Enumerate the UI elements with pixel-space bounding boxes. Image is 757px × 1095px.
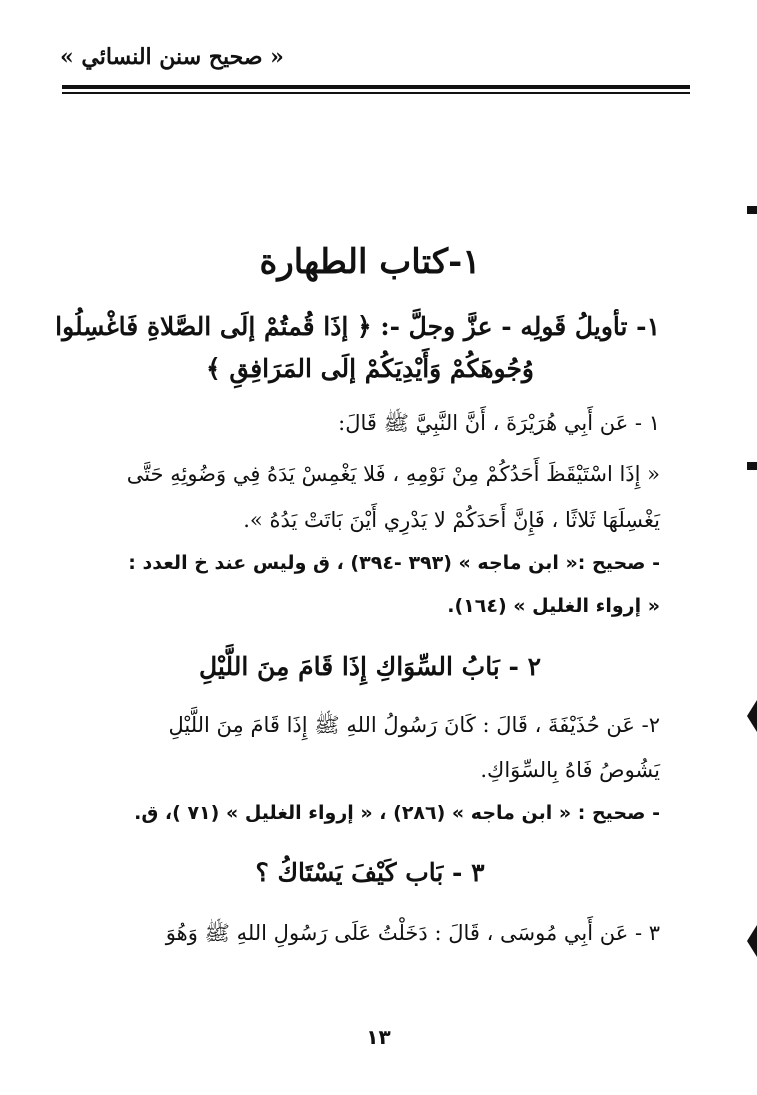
hadith-2-text-line-1: ٢- عَن حُذَيْفَةَ ، قَالَ : كَانَ رَسُولُ اللهِ ﷺ إِذَا قَامَ مِنَ اللَّيْلِ <box>168 713 660 737</box>
hadith-1-grade-line-1: - صحيح :« ابن ماجه » (٣٩٣ -٣٩٤) ، ق وليس عند خ العدد : <box>128 552 660 574</box>
page-number: ١٣ <box>366 1025 391 1049</box>
header-rule-thin <box>62 92 690 94</box>
chapter-1-heading-line-1: ١- تأويلُ قَولِه - عزَّ وجلَّ -: ﴿ إذَا قُمتُمْ إلَى الصَّلاةِ فَاغْسِلُوا <box>55 312 660 341</box>
hadith-1-grade-line-2: « إرواء الغليل » (١٦٤). <box>447 595 660 617</box>
hadith-2-text-line-2: يَشُوصُ فَاهُ بِالسِّوَاكِ. <box>480 758 660 782</box>
margin-tab-mark <box>747 206 757 214</box>
margin-tab-mark <box>747 700 757 732</box>
hadith-1-intro: ١ - عَن أَبِي هُرَيْرَةَ ، أَنَّ النَّبِيَّ ﷺ قَالَ: <box>338 411 660 435</box>
chapter-2-heading: ٢ - بَابُ السِّوَاكِ إِذَا قَامَ مِنَ اللَّيْلِ <box>199 652 541 681</box>
header-rule-thick <box>62 85 690 89</box>
chapter-1-heading-line-2: وُجُوهَكُمْ وَأَيْدِيَكُمْ إلَى المَرَافِقِ ﴾ <box>206 354 534 383</box>
hadith-3-text-line-1: ٣ - عَن أَبِي مُوسَى ، قَالَ : دَخَلْتُ عَلَى رَسُولِ اللهِ ﷺ وَهُوَ <box>165 921 660 945</box>
margin-tab-mark <box>747 462 757 470</box>
hadith-1-text-line-2: يَغْسِلَهَا ثَلاثًا ، فَإِنَّ أَحَدَكُمْ لا يَدْرِي أَيْنَ بَاتَتْ يَدُهُ ». <box>243 508 660 532</box>
book-title: ١-كتاب الطهارة <box>259 242 481 282</box>
chapter-3-heading: ٣ - بَاب كَيْفَ يَسْتَاكُ ؟ <box>255 858 485 887</box>
margin-tab-mark <box>747 925 757 957</box>
running-header-title: « صحيح سنن النسائي » <box>60 44 284 70</box>
hadith-2-grade: - صحيح : « ابن ماجه » (٢٨٦) ، « إرواء الغليل » (٧١ )، ق. <box>134 802 660 824</box>
hadith-1-text-line-1: « إِذَا اسْتَيْقَظَ أَحَدُكُمْ مِنْ نَوْمِهِ ، فَلا يَغْمِسْ يَدَهُ فِي وَضُوئِهِ حَتَّى <box>126 462 660 486</box>
